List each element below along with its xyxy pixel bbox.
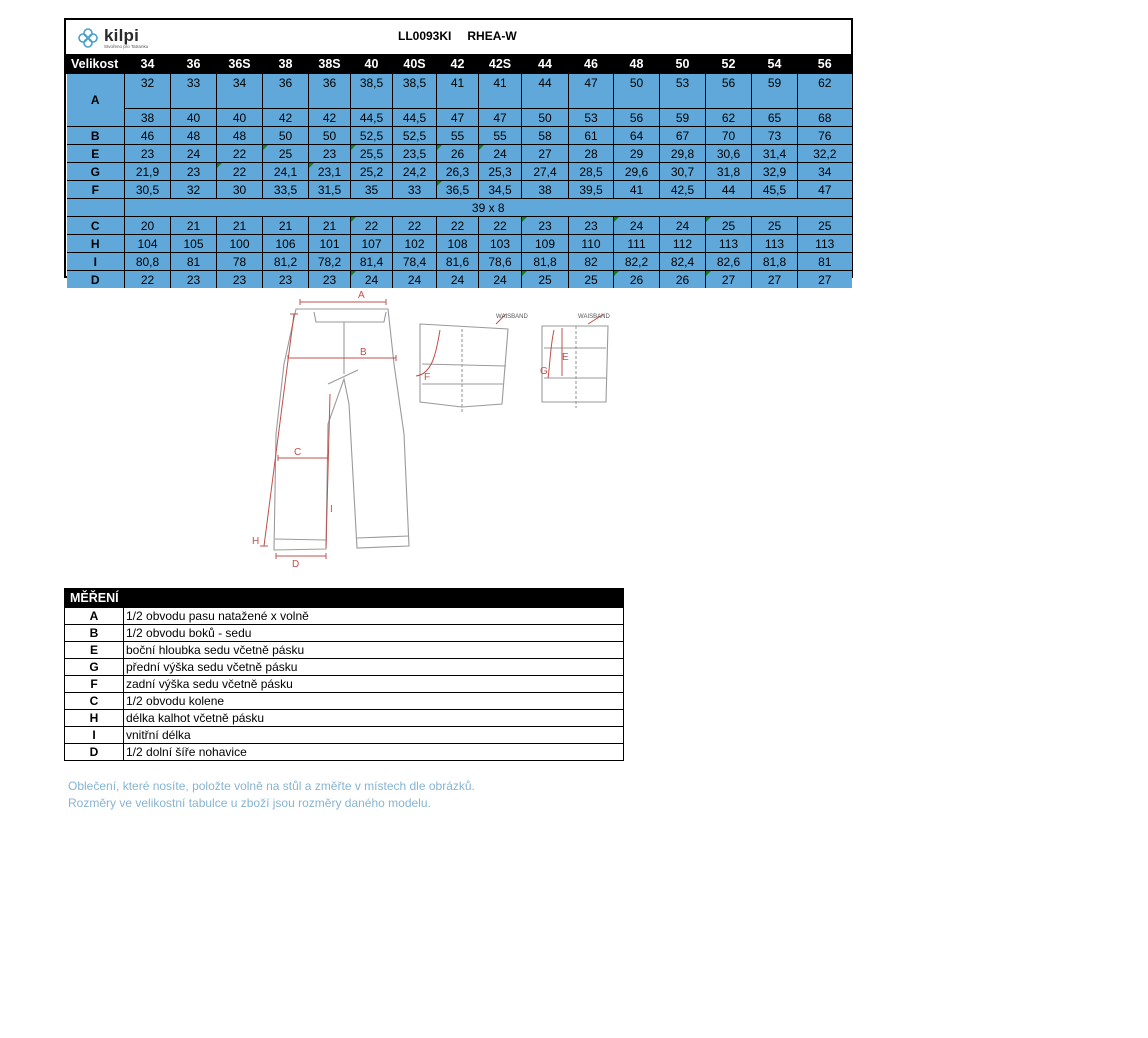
size-row-spacer	[67, 91, 852, 109]
size-cell: 41	[437, 74, 479, 92]
legend-row	[65, 625, 624, 642]
pants-measurement-drawing	[244, 284, 628, 568]
size-row	[67, 181, 852, 199]
legend-title: MĚŘENÍ	[65, 589, 624, 608]
size-cell: 56	[706, 74, 752, 92]
drawing-label-d: D	[292, 559, 300, 568]
size-cell: 25,2	[351, 163, 393, 181]
size-cell: 31,8	[706, 163, 752, 181]
size-header-label: Velikost	[67, 55, 125, 74]
legend-description: 1/2 obvodu boků - sedu	[124, 625, 624, 642]
size-cell: 21	[309, 217, 351, 235]
size-cell: 53	[660, 74, 706, 92]
size-cell: 24	[437, 271, 479, 289]
legend-code: E	[65, 642, 124, 659]
size-cell: 47	[437, 109, 479, 127]
size-cell: 44	[522, 74, 569, 92]
size-cell: 22	[217, 145, 263, 163]
size-cell: 44,5	[393, 109, 437, 127]
size-header-cell: 38	[263, 55, 309, 74]
size-cell: 109	[522, 235, 569, 253]
size-header-row	[67, 55, 852, 74]
legend-row	[65, 659, 624, 676]
drawing-label-c: C	[294, 447, 302, 458]
size-cell: 81,6	[437, 253, 479, 271]
size-header-cell: 52	[706, 55, 752, 74]
legend-description: 1/2 obvodu kolene	[124, 693, 624, 710]
size-cell: 26	[437, 145, 479, 163]
size-cell: 21,9	[125, 163, 171, 181]
size-header-cell: 46	[569, 55, 614, 74]
size-cell: 78,2	[309, 253, 351, 271]
size-cell: 103	[479, 235, 522, 253]
size-header-cell: 42	[437, 55, 479, 74]
size-cell: 25	[569, 271, 614, 289]
drawing-label-h: H	[252, 536, 260, 547]
legend-code: A	[65, 608, 124, 625]
empty-cell	[614, 91, 660, 109]
legend-description: boční hloubka sedu včetně pásku	[124, 642, 624, 659]
size-cell: 38	[125, 109, 171, 127]
drawing-label-a: A	[358, 290, 365, 301]
legend-description: 1/2 obvodu pasu natažené x volně	[124, 608, 624, 625]
size-cell: 28	[569, 145, 614, 163]
size-cell: 62	[798, 74, 852, 92]
size-cell: 48	[171, 127, 217, 145]
table-header	[66, 20, 851, 55]
size-cell: 25	[798, 217, 852, 235]
drawing-label-f: F	[424, 372, 431, 383]
size-header-cell: 36S	[217, 55, 263, 74]
size-cell: 36	[263, 74, 309, 92]
empty-cell	[706, 91, 752, 109]
size-cell: 39,5	[569, 181, 614, 199]
size-cell: 33,5	[263, 181, 309, 199]
size-cell: 27	[798, 271, 852, 289]
size-cell: 32,9	[752, 163, 798, 181]
empty-cell	[351, 91, 393, 109]
note-line-1: Oblečení, které nosíte, položte volně na stůl a změřte v místech dle obrázků.	[68, 779, 475, 793]
size-cell: 76	[798, 127, 852, 145]
legend-description: 1/2 dolní šíře nohavice	[124, 744, 624, 761]
knot-icon	[74, 24, 102, 52]
size-cell: 23,1	[309, 163, 351, 181]
size-cell: 81,8	[752, 253, 798, 271]
legend-row	[65, 744, 624, 761]
size-cell: 29	[614, 145, 660, 163]
drawing-label-b: B	[360, 347, 367, 358]
size-cell: 38	[522, 181, 569, 199]
size-cell: 35	[351, 181, 393, 199]
size-cell: 24	[660, 217, 706, 235]
size-cell: 50	[522, 109, 569, 127]
size-cell: 82,2	[614, 253, 660, 271]
size-cell: 55	[479, 127, 522, 145]
size-cell: 78,6	[479, 253, 522, 271]
size-cell: 22	[479, 217, 522, 235]
size-table	[64, 18, 853, 287]
size-header-cell: 48	[614, 55, 660, 74]
legend-description: délka kalhot včetně pásku	[124, 710, 624, 727]
size-cell: 34	[798, 163, 852, 181]
size-cell: 40	[171, 109, 217, 127]
size-cell: 30,5	[125, 181, 171, 199]
size-cell: 68	[798, 109, 852, 127]
empty-cell	[752, 91, 798, 109]
size-cell: 26	[660, 271, 706, 289]
size-cell: 42	[309, 109, 351, 127]
size-row-code: I	[67, 253, 125, 271]
size-cell: 24	[171, 145, 217, 163]
size-cell: 25	[706, 217, 752, 235]
size-cell: 45,5	[752, 181, 798, 199]
size-cell: 102	[393, 235, 437, 253]
size-cell: 106	[263, 235, 309, 253]
size-cell: 41	[614, 181, 660, 199]
size-cell: 30,6	[706, 145, 752, 163]
legend-code: F	[65, 676, 124, 693]
size-cell: 59	[660, 109, 706, 127]
kilpi-logo	[74, 24, 154, 52]
drawing-label-e: E	[562, 352, 569, 363]
size-cell: 20	[125, 217, 171, 235]
size-cell: 29,8	[660, 145, 706, 163]
size-cell: 47	[798, 181, 852, 199]
size-header-cell: 44	[522, 55, 569, 74]
size-cell: 61	[569, 127, 614, 145]
size-cell: 21	[171, 217, 217, 235]
size-cell: 113	[798, 235, 852, 253]
legend-description: přední výška sedu včetně pásku	[124, 659, 624, 676]
size-cell: 53	[569, 109, 614, 127]
size-cell: 73	[752, 127, 798, 145]
size-cell: 36	[309, 74, 351, 92]
size-cell: 64	[614, 127, 660, 145]
model-code: LL0093KI	[398, 29, 452, 43]
size-cell: 25	[752, 217, 798, 235]
size-cell: 23	[171, 163, 217, 181]
size-header-cell: 56	[798, 55, 852, 74]
empty-cell	[171, 91, 217, 109]
size-row	[67, 127, 852, 145]
size-cell: 30,7	[660, 163, 706, 181]
empty-cell	[569, 91, 614, 109]
size-row-code: B	[67, 127, 125, 145]
size-cell: 101	[309, 235, 351, 253]
size-cell: 113	[706, 235, 752, 253]
legend-code: D	[65, 744, 124, 761]
size-cell: 81,4	[351, 253, 393, 271]
size-cell: 67	[660, 127, 706, 145]
size-cell: 24,2	[393, 163, 437, 181]
size-cell: 27	[522, 145, 569, 163]
size-cell: 48	[217, 127, 263, 145]
size-cell: 47	[479, 109, 522, 127]
size-cell: 59	[752, 74, 798, 92]
size-cell: 24	[479, 271, 522, 289]
legend-row	[65, 693, 624, 710]
size-header-cell: 42S	[479, 55, 522, 74]
size-cell: 23	[309, 145, 351, 163]
size-cell: 31,5	[309, 181, 351, 199]
size-cell: 21	[217, 217, 263, 235]
size-cell: 24	[479, 145, 522, 163]
measuring-note	[68, 778, 475, 812]
legend-code: G	[65, 659, 124, 676]
size-header-cell: 40	[351, 55, 393, 74]
size-cell: 22	[125, 271, 171, 289]
size-cell: 44,5	[351, 109, 393, 127]
size-cell: 22	[351, 217, 393, 235]
size-cell: 24	[393, 271, 437, 289]
size-cell: 32	[125, 74, 171, 92]
legend-description: vnitřní délka	[124, 727, 624, 744]
size-cell: 23	[125, 145, 171, 163]
size-cell: 70	[706, 127, 752, 145]
size-cell: 25,3	[479, 163, 522, 181]
size-cell: 65	[752, 109, 798, 127]
size-cell: 25	[263, 145, 309, 163]
size-header-cell: 54	[752, 55, 798, 74]
size-cell: 41	[479, 74, 522, 92]
merged-cell: 39 x 8	[125, 199, 852, 217]
size-cell: 24,1	[263, 163, 309, 181]
size-cell: 46	[125, 127, 171, 145]
size-cell: 58	[522, 127, 569, 145]
size-row-code: H	[67, 235, 125, 253]
size-row-code: A	[67, 74, 125, 127]
size-cell: 25,5	[351, 145, 393, 163]
size-cell: 27	[706, 271, 752, 289]
size-row	[67, 253, 852, 271]
empty-cell	[522, 91, 569, 109]
model-name: RHEA-W	[467, 29, 517, 43]
empty-cell	[479, 91, 522, 109]
size-cell: 22	[437, 217, 479, 235]
size-cell: 22	[217, 163, 263, 181]
size-cell: 105	[171, 235, 217, 253]
size-cell: 34	[217, 74, 263, 92]
size-cell: 23	[171, 271, 217, 289]
size-cell: 111	[614, 235, 660, 253]
size-cell: 30	[217, 181, 263, 199]
size-cell: 23	[309, 271, 351, 289]
size-cell: 47	[569, 74, 614, 92]
legend-table	[64, 588, 624, 761]
size-cell: 42,5	[660, 181, 706, 199]
size-cell: 100	[217, 235, 263, 253]
size-cell: 104	[125, 235, 171, 253]
waistband-label-back: WAISBAND	[496, 314, 528, 320]
legend-code: H	[65, 710, 124, 727]
empty-cell	[660, 91, 706, 109]
size-header-cell: 40S	[393, 55, 437, 74]
note-line-2: Rozměry ve velikostní tabulce u zboží jsou rozměry daného modelu.	[68, 796, 431, 810]
empty-cell	[125, 91, 171, 109]
size-cell: 107	[351, 235, 393, 253]
size-row	[67, 217, 852, 235]
size-cell: 82	[569, 253, 614, 271]
size-cell: 24	[614, 217, 660, 235]
size-cell: 32	[171, 181, 217, 199]
legend-row	[65, 710, 624, 727]
size-row	[67, 163, 852, 181]
legend-row	[65, 676, 624, 693]
empty-cell	[798, 91, 852, 109]
size-cell: 38,5	[393, 74, 437, 92]
size-row-code: D	[67, 271, 125, 289]
size-cell: 82,6	[706, 253, 752, 271]
size-cell: 42	[263, 109, 309, 127]
size-cell: 52,5	[351, 127, 393, 145]
size-cell: 23	[569, 217, 614, 235]
drawing-label-i: I	[330, 504, 333, 515]
brand-tagline: Stvořeno pro Tatranku	[104, 44, 149, 49]
empty-cell	[437, 91, 479, 109]
size-cell: 26,3	[437, 163, 479, 181]
legend-code: B	[65, 625, 124, 642]
legend-row	[65, 642, 624, 659]
size-row	[67, 199, 852, 217]
size-cell: 52,5	[393, 127, 437, 145]
size-row-code: G	[67, 163, 125, 181]
size-cell: 26	[614, 271, 660, 289]
size-cell: 40	[217, 109, 263, 127]
legend-row	[65, 608, 624, 625]
size-cell: 50	[309, 127, 351, 145]
size-cell: 34,5	[479, 181, 522, 199]
size-cell: 44	[706, 181, 752, 199]
size-cell: 62	[706, 109, 752, 127]
legend-row	[65, 727, 624, 744]
size-cell: 110	[569, 235, 614, 253]
size-cell: 27,4	[522, 163, 569, 181]
size-header-cell: 36	[171, 55, 217, 74]
size-cell: 78,4	[393, 253, 437, 271]
size-cell: 81	[171, 253, 217, 271]
waistband-label-side: WAISBAND	[578, 314, 610, 320]
size-cell: 23	[217, 271, 263, 289]
size-header-cell: 38S	[309, 55, 351, 74]
size-row	[67, 74, 852, 92]
size-cell: 56	[614, 109, 660, 127]
size-cell: 28,5	[569, 163, 614, 181]
size-cell: 32,2	[798, 145, 852, 163]
size-row	[67, 145, 852, 163]
size-row	[67, 235, 852, 253]
size-cell: 81,8	[522, 253, 569, 271]
size-cell: 22	[393, 217, 437, 235]
model-title	[398, 29, 533, 43]
size-row-code: C	[67, 217, 125, 235]
size-cell: 23,5	[393, 145, 437, 163]
size-cell: 23	[263, 271, 309, 289]
size-row-sub	[67, 109, 852, 127]
measurement-legend	[64, 588, 623, 761]
size-row-code: E	[67, 145, 125, 163]
size-grid	[66, 54, 852, 288]
size-cell: 27	[752, 271, 798, 289]
size-cell: 50	[614, 74, 660, 92]
size-cell: 112	[660, 235, 706, 253]
brand-name: kilpi	[104, 26, 140, 45]
size-cell: 50	[263, 127, 309, 145]
size-header-cell: 50	[660, 55, 706, 74]
size-cell: 81	[798, 253, 852, 271]
size-row-code	[67, 199, 125, 217]
size-cell: 31,4	[752, 145, 798, 163]
empty-cell	[217, 91, 263, 109]
size-cell: 113	[752, 235, 798, 253]
drawing-label-g: G	[540, 366, 548, 377]
size-cell: 38,5	[351, 74, 393, 92]
size-cell: 24	[351, 271, 393, 289]
empty-cell	[309, 91, 351, 109]
size-row-code: F	[67, 181, 125, 199]
size-cell: 23	[522, 217, 569, 235]
empty-cell	[393, 91, 437, 109]
size-cell: 21	[263, 217, 309, 235]
size-cell: 108	[437, 235, 479, 253]
size-cell: 25	[522, 271, 569, 289]
legend-header-row	[65, 589, 624, 608]
size-cell: 81,2	[263, 253, 309, 271]
size-cell: 55	[437, 127, 479, 145]
size-cell: 82,4	[660, 253, 706, 271]
size-cell: 29,6	[614, 163, 660, 181]
size-cell: 36,5	[437, 181, 479, 199]
empty-cell	[263, 91, 309, 109]
legend-code: I	[65, 727, 124, 744]
size-cell: 80,8	[125, 253, 171, 271]
size-cell: 78	[217, 253, 263, 271]
size-cell: 33	[393, 181, 437, 199]
size-header-cell: 34	[125, 55, 171, 74]
size-cell: 33	[171, 74, 217, 92]
legend-code: C	[65, 693, 124, 710]
legend-description: zadní výška sedu včetně pásku	[124, 676, 624, 693]
